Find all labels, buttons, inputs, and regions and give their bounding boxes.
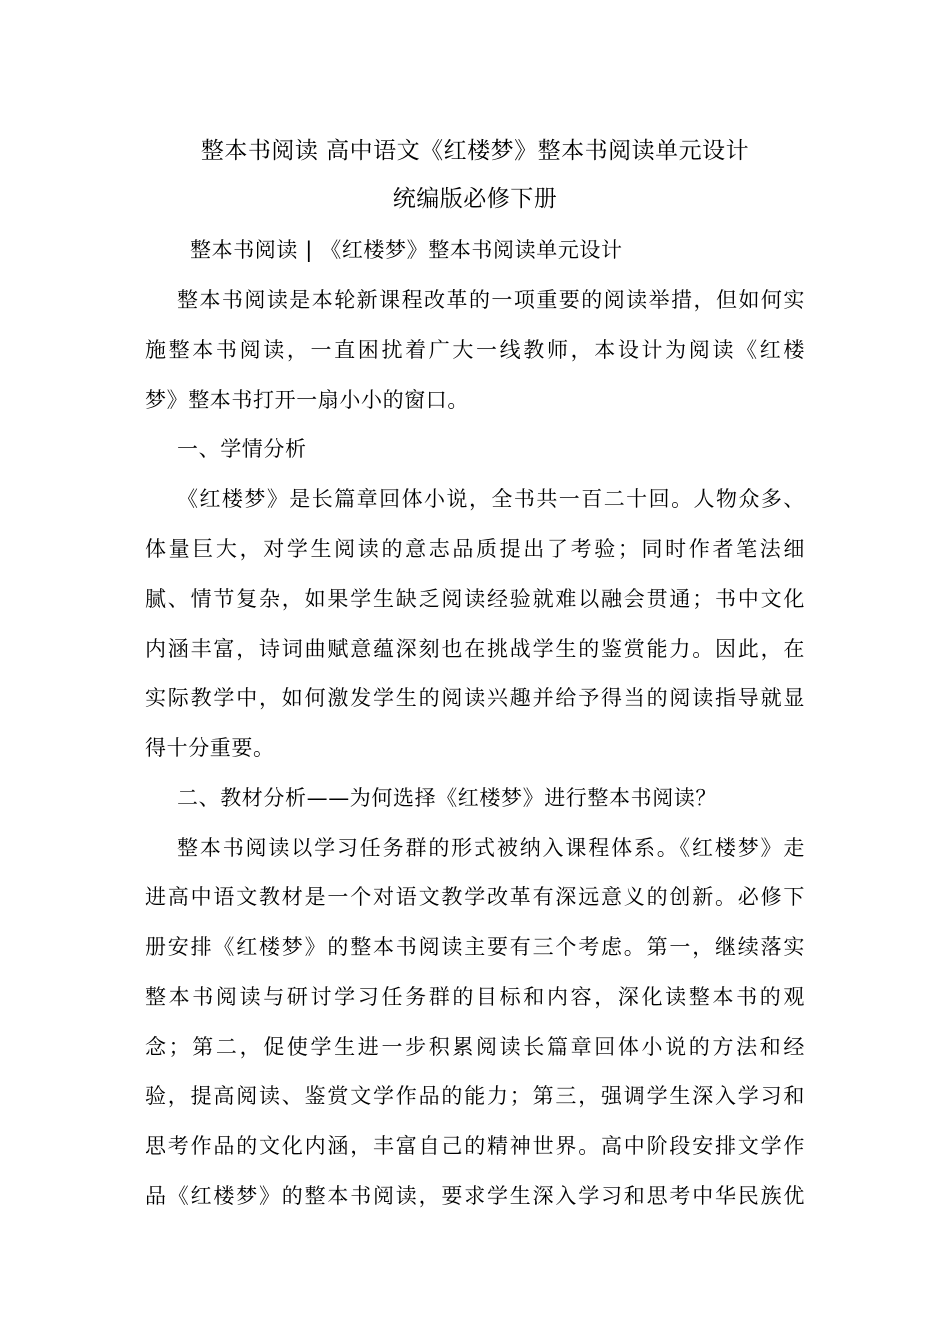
paragraph-line: 念；第二，促使学生进一步积累阅读长篇章回体小说的方法和经 [145, 1035, 805, 1059]
paragraph-line: 内涵丰富，诗词曲赋意蕴深刻也在挑战学生的鉴赏能力。因此，在 [145, 637, 805, 661]
section-heading: 一、学情分析 [177, 437, 307, 461]
paragraph-line: 施整本书阅读，一直困扰着广大一线教师，本设计为阅读《红楼 [145, 338, 805, 362]
section-heading: 二、教材分析——为何选择《红楼梦》进行整本书阅读？ [177, 786, 717, 810]
paragraph-line: 进高中语文教材是一个对语文教学改革有深远意义的创新。必修下 [145, 885, 805, 909]
paragraph-line: 思考作品的文化内涵，丰富自己的精神世界。高中阶段安排文学作 [145, 1134, 805, 1158]
paragraph-line: 得十分重要。 [145, 736, 275, 760]
paragraph-line: 整本书阅读以学习任务群的形式被纳入课程体系。《红楼梦》走 [177, 836, 805, 860]
paragraph-line: 整本书阅读与研讨学习任务群的目标和内容，深化读整本书的观 [145, 985, 805, 1009]
paragraph-line: 腻、情节复杂，如果学生缺乏阅读经验就难以融会贯通；书中文化 [145, 587, 805, 611]
paragraph-line: 《红楼梦》是长篇章回体小说，全书共一百二十回。人物众多、 [177, 487, 805, 511]
paragraph-line: 实际教学中，如何激发学生的阅读兴趣并给予得当的阅读指导就显 [145, 686, 805, 710]
document-subtitle: 整本书阅读 | 《红楼梦》整本书阅读单元设计 [190, 238, 623, 262]
paragraph-line: 体量巨大，对学生阅读的意志品质提出了考验；同时作者笔法细 [145, 537, 805, 561]
paragraph-line: 品《红楼梦》的整本书阅读，要求学生深入学习和思考中华民族优 [145, 1184, 805, 1208]
paragraph-line: 册安排《红楼梦》的整本书阅读主要有三个考虑。第一，继续落实 [145, 935, 805, 959]
paragraph-line: 验，提高阅读、鉴赏文学作品的能力；第三，强调学生深入学习和 [145, 1084, 805, 1108]
document-title-line-2: 统编版必修下册 [392, 186, 558, 212]
document-title-line-1: 整本书阅读 高中语文《红楼梦》整本书阅读单元设计 [200, 138, 750, 164]
paragraph-line: 整本书阅读是本轮新课程改革的一项重要的阅读举措，但如何实 [177, 288, 805, 312]
paragraph-line: 梦》整本书打开一扇小小的窗口。 [145, 388, 469, 412]
